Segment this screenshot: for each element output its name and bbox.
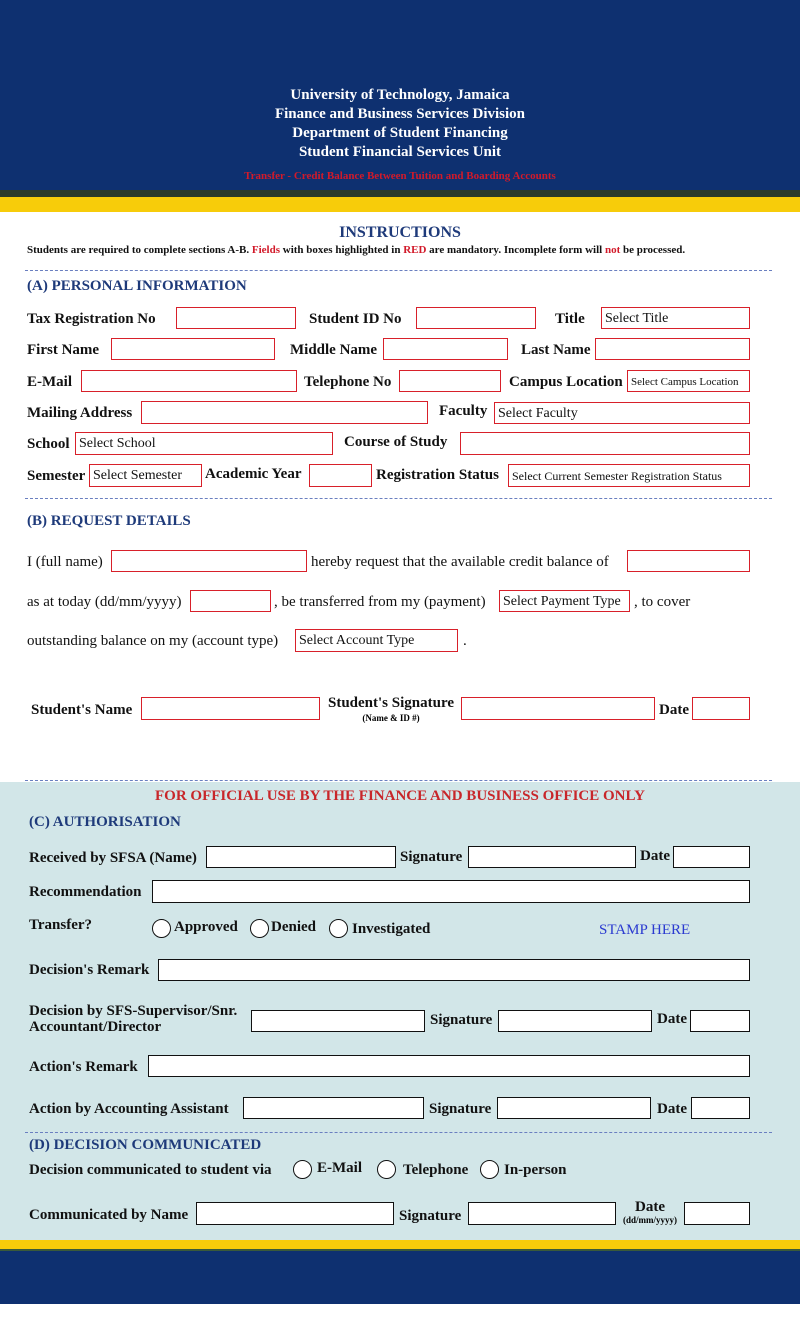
mailing-input[interactable] (141, 401, 428, 424)
denied-label: Denied (271, 919, 316, 935)
semester-label: Semester (27, 468, 86, 484)
action-signature-input[interactable] (497, 1097, 651, 1119)
account-type-select[interactable]: Select Account Type (295, 629, 458, 652)
decision-by-label-2: Accountant/Director (29, 1019, 162, 1035)
school-select[interactable]: Select School (75, 432, 333, 455)
date-label: Date (659, 702, 689, 718)
header-divider (0, 190, 800, 197)
request-text: hereby request that the available credit balance of (311, 554, 609, 570)
investigated-label: Investigated (352, 921, 431, 937)
faculty-label: Faculty (439, 403, 488, 419)
communicated-via-label: Decision communicated to student via (29, 1162, 272, 1178)
communicated-by-label: Communicated by Name (29, 1207, 189, 1223)
received-date-input[interactable] (673, 846, 750, 868)
section-a-heading: (A) PERSONAL INFORMATION (27, 278, 247, 294)
decision-date-input[interactable] (690, 1010, 750, 1032)
email-option-label: E-Mail (317, 1160, 362, 1176)
today-date-input[interactable] (190, 590, 271, 612)
email-input[interactable] (81, 370, 297, 392)
date-label: Date (657, 1101, 687, 1117)
student-name-label: Student's Name (31, 702, 133, 718)
payment-type-select[interactable]: Select Payment Type (499, 590, 630, 612)
stamp-here-text: STAMP HERE (599, 922, 691, 938)
mailing-label: Mailing Address (27, 405, 133, 421)
date-format-note: (dd/mm/yyyy) (623, 1215, 677, 1225)
received-signature-input[interactable] (468, 846, 636, 868)
instructions-text (27, 244, 685, 256)
school-label: School (27, 436, 70, 452)
outstanding-text: outstanding balance on my (account type) (27, 633, 279, 649)
student-id-input[interactable] (416, 307, 536, 329)
divider (25, 270, 772, 271)
recommendation-label: Recommendation (29, 884, 142, 900)
approved-label: Approved (174, 919, 238, 935)
recommendation-input[interactable] (152, 880, 750, 903)
email-label: E-Mail (27, 374, 72, 390)
communicated-by-input[interactable] (196, 1202, 394, 1225)
student-date-input[interactable] (692, 697, 750, 720)
period-text: . (463, 633, 467, 649)
last-name-label: Last Name (521, 342, 591, 358)
divider (25, 498, 772, 499)
title-select[interactable]: Select Title (601, 307, 750, 329)
form-title: Transfer - Credit Balance Between Tuition and Boarding Accounts (244, 170, 556, 182)
academic-year-input[interactable] (309, 464, 372, 487)
student-name-input[interactable] (141, 697, 320, 720)
semester-select[interactable]: Select Semester (89, 464, 202, 487)
date-label: Date (640, 848, 670, 864)
telephone-radio[interactable] (377, 1160, 396, 1179)
student-id-label: Student ID No (309, 311, 402, 327)
middle-name-input[interactable] (383, 338, 508, 360)
signature-label: Signature (429, 1101, 492, 1117)
received-label: Received by SFSA (Name) (29, 850, 197, 866)
campus-label: Campus Location (509, 374, 623, 390)
as-at-text: as at today (dd/mm/yyyy) (27, 594, 182, 610)
received-input[interactable] (206, 846, 396, 868)
credit-balance-input[interactable] (627, 550, 750, 572)
section-b-heading: (B) REQUEST DETAILS (27, 513, 191, 529)
first-name-label: First Name (27, 342, 100, 358)
instr-part: be processed. (620, 244, 686, 256)
section-c-heading: (C) AUTHORISATION (29, 814, 181, 830)
title-label: Title (555, 311, 585, 327)
faculty-select[interactable]: Select Faculty (494, 402, 750, 424)
action-by-label: Action by Accounting Assistant (29, 1101, 229, 1117)
decision-remark-label: Decision's Remark (29, 962, 150, 978)
middle-name-label: Middle Name (290, 342, 378, 358)
communicated-signature-input[interactable] (468, 1202, 616, 1225)
instr-not: not (604, 244, 621, 256)
course-label: Course of Study (344, 434, 448, 450)
telephone-input[interactable] (399, 370, 501, 392)
instr-part: are mandatory. Incomplete form will (426, 244, 605, 256)
tax-reg-input[interactable] (176, 307, 296, 329)
email-radio[interactable] (293, 1160, 312, 1179)
decision-by-input[interactable] (251, 1010, 425, 1032)
signature-label: Signature (400, 849, 463, 865)
divider (25, 780, 772, 781)
student-signature-label: Student's Signature (327, 695, 454, 711)
action-date-input[interactable] (691, 1097, 750, 1119)
action-remark-label: Action's Remark (29, 1059, 138, 1075)
tax-reg-label: Tax Registration No (27, 311, 156, 327)
full-name-text: I (full name) (27, 554, 103, 570)
signature-label: Signature (399, 1208, 462, 1224)
instr-part: with boxes highlighted in (280, 244, 404, 256)
action-remark-input[interactable] (148, 1055, 750, 1077)
reg-status-label: Registration Status (376, 467, 499, 483)
telephone-label: Telephone No (304, 374, 392, 390)
date-label: Date (657, 1011, 687, 1027)
department-name: Department of Student Financing (292, 125, 508, 141)
header-stripe (0, 197, 800, 212)
full-name-input[interactable] (111, 550, 307, 572)
first-name-input[interactable] (111, 338, 275, 360)
student-signature-note: (Name & ID #) (362, 713, 420, 723)
transfer-label: Transfer? (29, 917, 93, 933)
date-label: Date (635, 1199, 665, 1215)
in-person-option-label: In-person (504, 1162, 567, 1178)
decision-by-label: Decision by SFS-Supervisor/Snr. (29, 1003, 238, 1019)
instr-part: Students are required to complete sections A-B. (27, 244, 252, 256)
division-name: Finance and Business Services Division (274, 106, 526, 122)
instr-red: RED (403, 244, 427, 256)
denied-radio[interactable] (250, 919, 269, 938)
academic-year-label: Academic Year (205, 466, 302, 482)
transfer-text: , be transferred from my (payment) (274, 594, 486, 610)
course-input[interactable] (460, 432, 750, 455)
telephone-option-label: Telephone (403, 1162, 469, 1178)
investigated-radio[interactable] (329, 919, 348, 938)
footer-stripe (0, 1240, 800, 1249)
instr-fields: Fields (251, 244, 281, 256)
decision-signature-input[interactable] (498, 1010, 652, 1032)
in-person-radio[interactable] (480, 1160, 499, 1179)
instructions-title: INSTRUCTIONS (339, 224, 461, 241)
unit-name: Student Financial Services Unit (298, 144, 502, 160)
last-name-input[interactable] (595, 338, 750, 360)
to-cover-text: , to cover (634, 594, 691, 610)
action-by-input[interactable] (243, 1097, 424, 1119)
decision-remark-input[interactable] (158, 959, 750, 981)
official-use-banner: FOR OFFICIAL USE BY THE FINANCE AND BUSINESS OFFICE ONLY (155, 788, 645, 804)
approved-radio[interactable] (152, 919, 171, 938)
campus-select[interactable]: Select Campus Location (627, 370, 750, 392)
section-d-heading: (D) DECISION COMMUNICATED (29, 1137, 262, 1153)
reg-status-select[interactable]: Select Current Semester Registration Status (508, 464, 750, 487)
footer-banner (0, 1251, 800, 1304)
student-signature-input[interactable] (461, 697, 655, 720)
university-name: University of Technology, Jamaica (290, 87, 510, 103)
communicated-date-input[interactable] (684, 1202, 750, 1225)
signature-label: Signature (430, 1012, 493, 1028)
divider (25, 1132, 772, 1133)
